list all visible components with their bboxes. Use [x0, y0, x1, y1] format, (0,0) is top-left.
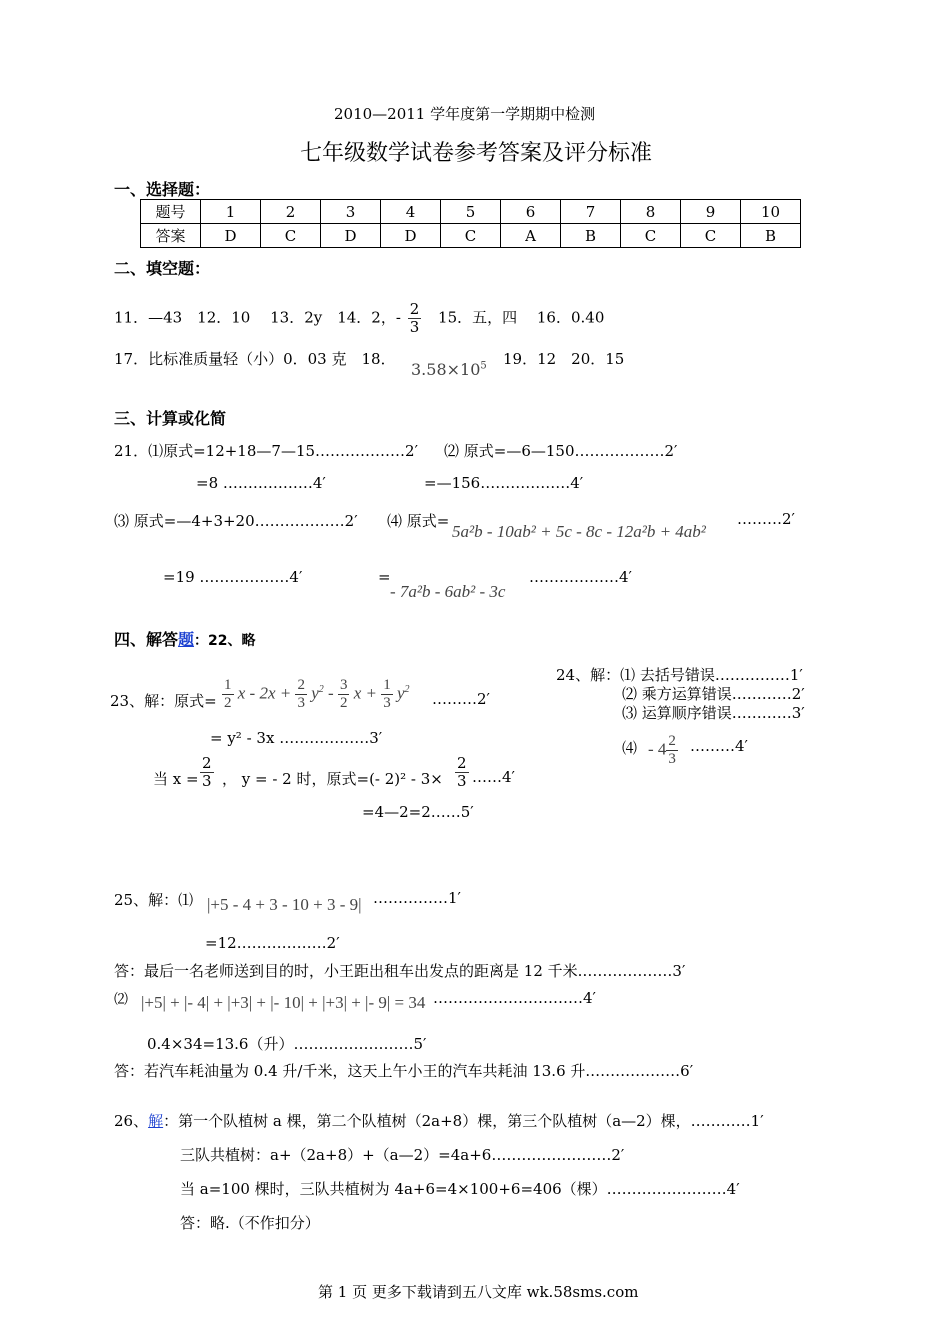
table-cell: 5 — [441, 200, 501, 224]
table-cell: D — [201, 224, 261, 248]
section4-heading: 四、解答题：22、略 — [114, 630, 256, 649]
q21-part4-result-score: ………………4′ — [529, 568, 632, 586]
q24-mixed-number: - 4 $\frac{2}{3}$ — [648, 733, 676, 767]
heading-link[interactable]: 题 — [178, 630, 195, 649]
table-cell: B — [561, 224, 621, 248]
table-cell: C — [441, 224, 501, 248]
q26-line4: 答：略.（不作扣分） — [180, 1214, 320, 1232]
table-cell: 6 — [501, 200, 561, 224]
q25-part2-result: 0.4×34=13.6（升）……………………5′ — [147, 1035, 427, 1053]
q21-part4-expression: 5a²b - 10ab² + 5c - 8c - 12a²b + 4ab² — [452, 522, 706, 541]
q24-score4: ………4′ — [690, 737, 748, 755]
table-cell: C — [261, 224, 321, 248]
q25-part2: ⑵ — [114, 992, 128, 1008]
q26-line1: 26、解：第一个队植树 a 棵，第二个队植树（2a+8）棵，第三个队植树（a—2）棵，…………1′ — [114, 1112, 764, 1130]
table-cell: 1 — [201, 200, 261, 224]
table-cell: B — [741, 224, 801, 248]
q23-when: 当 x = — [153, 770, 199, 788]
q21-part4-result: - 7a²b - 6ab² - 3c — [390, 582, 506, 601]
table-cell: A — [501, 224, 561, 248]
q21-part2: ⑵ 原式=—6—150………………2′ — [444, 442, 678, 460]
q21-part3: ⑶ 原式=—4+3+20………………2′ — [114, 512, 358, 530]
q25-part2-expression: |+5| + |- 4| + |+3| + |- 10| + |+3| + |- 9| = 34 — [141, 993, 426, 1012]
table-cell: 3 — [321, 200, 381, 224]
table-cell: 4 — [381, 200, 441, 224]
table-row-numbers — [141, 200, 801, 224]
answers-11-14: 11．—43 12．10 13．2y 14．2，- — [114, 308, 401, 327]
q21-part4-score: ………2′ — [737, 510, 795, 528]
section1-heading: 一、选择题： — [114, 180, 211, 199]
q23-result: =4—2=2……5′ — [362, 803, 474, 821]
q24-item1: 24、解：⑴ 去括号错误……………1′ — [556, 666, 803, 684]
table-cell: C — [681, 224, 741, 248]
q23-score3: ……4′ — [472, 768, 515, 786]
q25-part1-expression: |+5 - 4 + 3 - 10 + 3 - 9| — [207, 895, 362, 914]
page-footer: 第 1 页 更多下载请到五八文库 wk.58sms.com — [318, 1283, 639, 1301]
fraction: $\frac{2}{3}$ — [202, 754, 212, 790]
table-cell: 8 — [621, 200, 681, 224]
q25-part2-score: …………………………4′ — [433, 989, 596, 1007]
section3-heading: 三、计算或化简 — [114, 409, 227, 428]
table-cell: 10 — [741, 200, 801, 224]
q25-part1-score: ……………1′ — [373, 889, 461, 907]
fill-answers-line1 — [114, 301, 604, 336]
table-header-cell: 答案 — [141, 224, 201, 248]
q25-part1: 25、解：⑴ — [114, 891, 194, 909]
fraction: $\frac{2}{3}$ — [457, 754, 467, 790]
table-cell: 9 — [681, 200, 741, 224]
q21-part1-result: =8 ………………4′ — [196, 474, 326, 492]
table-cell: C — [621, 224, 681, 248]
fraction: $\frac{2}{3}$ — [409, 300, 420, 336]
table-cell: D — [321, 224, 381, 248]
q23-prefix: 23、解：原式= — [110, 692, 217, 710]
q21-part2-result: =—156………………4′ — [424, 474, 584, 492]
q21-part3-result: =19 ………………4′ — [163, 568, 303, 586]
q23-score1: ………2′ — [432, 690, 490, 708]
q24-item4: ⑷ — [622, 739, 638, 757]
table-cell: 2 — [261, 200, 321, 224]
solution-link[interactable]: 解 — [148, 1112, 164, 1130]
q26-line3: 当 a=100 棵时，三队共植树为 4a+6=4×100+6=406（棵）……………………4′ — [180, 1180, 740, 1198]
q25-answer2: 答：若汽车耗油量为 0.4 升/千米，这天上午小王的汽车共耗油 13.6 升.………………6′ — [114, 1062, 694, 1080]
q24-item2: ⑵ 乘方运算错误…………2′ — [622, 685, 805, 703]
scientific-notation: $3.58\times 10^5$ — [411, 360, 487, 379]
page-title: 七年级数学试卷参考答案及评分标准 — [300, 141, 653, 166]
q25-answer1: 答：最后一名老师送到目的时，小王距出租车出发点的距离是 12 千米.………………3′ — [114, 962, 686, 980]
table-cell: 7 — [561, 200, 621, 224]
answer-19-20: 19．12 20．15 — [503, 350, 625, 368]
q26-line2: 三队共植树：a+（2a+8）+（a—2）=4a+6……………………2′ — [180, 1146, 625, 1164]
q21-part4-equals: = — [378, 568, 391, 586]
section2-heading: 二、填空题： — [114, 259, 211, 278]
exam-subtitle: 2010—2011 学年度第一学期期中检测 — [334, 105, 596, 123]
table-cell: D — [381, 224, 441, 248]
answer-17-18: 17．比标准质量轻（小）0．03 克 18． — [114, 350, 396, 368]
q23-substitution: ， y = - 2 时，原式=(- 2)² - 3× — [222, 770, 443, 788]
q25-part1-result: =12………………2′ — [205, 934, 340, 952]
answers-15-16: 15．五，四 16．0.40 — [438, 308, 605, 327]
answer-table — [140, 199, 801, 248]
q23-simplified: = y² - 3x ………………3′ — [210, 729, 383, 747]
table-header-cell: 题号 — [141, 200, 201, 224]
q24-item3: ⑶ 运算顺序错误…………3′ — [622, 704, 805, 722]
q21-part1: 21．⑴原式=12+18—7—15………………2′ — [114, 442, 418, 460]
q21-part4: ⑷ 原式= — [387, 512, 450, 530]
table-row-answers — [141, 224, 801, 248]
q23-expression: $\frac{1}{2}$ x - 2x + $\frac{2}{3}$ $y^2$ - $\frac{3}{2}$ x + $\frac{1}{3}$ $y^2$ — [224, 677, 410, 711]
